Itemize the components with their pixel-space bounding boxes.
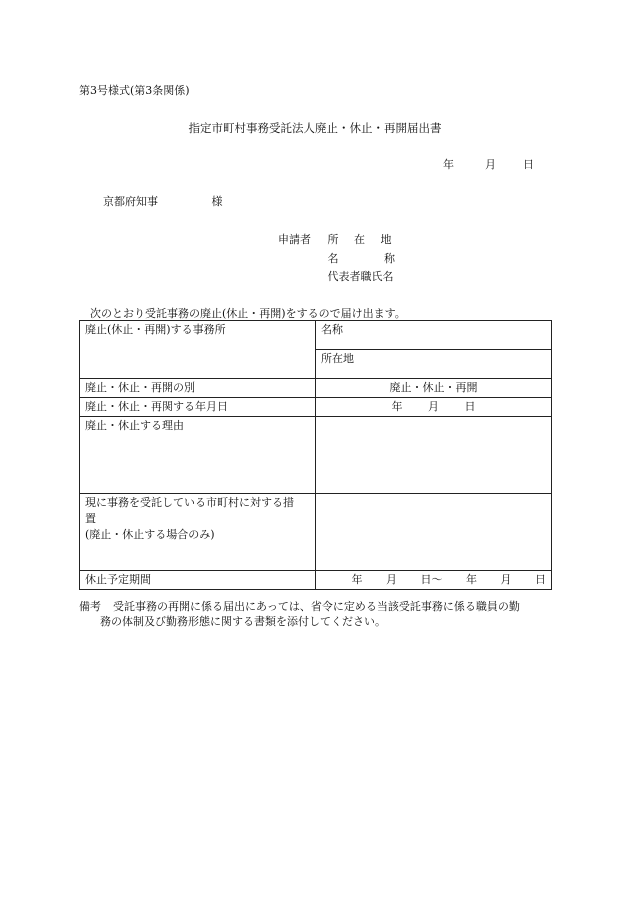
period-value-cell: 年 月 日～ 年 月 日 bbox=[316, 571, 552, 590]
applicant-rep-label: 代表者職氏名 bbox=[327, 270, 394, 283]
measures-line-2: 置 bbox=[85, 512, 96, 525]
type-value-cell: 廃止・休止・再開 bbox=[316, 379, 552, 398]
date-month-label: 月 bbox=[485, 158, 496, 171]
office-address-cell: 所在地 bbox=[316, 350, 552, 379]
reason-value-cell bbox=[316, 417, 552, 494]
table-row bbox=[80, 321, 552, 350]
date-day-label: 日 bbox=[523, 158, 534, 171]
measures-label-cell bbox=[80, 494, 316, 571]
addressee bbox=[103, 193, 223, 209]
form-number: 第3号様式(第3条関係) bbox=[79, 84, 190, 97]
table-row bbox=[80, 417, 552, 494]
table-row bbox=[80, 398, 552, 417]
submission-date bbox=[443, 156, 534, 172]
date-year-label: 年 bbox=[443, 158, 454, 171]
measures-line-1: 現に事務を受託している市町村に対する措 bbox=[85, 496, 294, 509]
table-row bbox=[80, 494, 552, 571]
type-label-cell: 廃止・休止・再開の別 bbox=[80, 379, 316, 398]
applicant-rep-row bbox=[278, 268, 394, 284]
addressee-honorific: 様 bbox=[211, 195, 223, 208]
note-label: 備考 bbox=[79, 600, 101, 613]
applicant-address-row bbox=[278, 231, 392, 247]
table-row bbox=[80, 379, 552, 398]
applicant-name-label: 名 称 bbox=[327, 252, 395, 265]
note-line-2: 務の体制及び勤務形態に関する書類を添付してください。 bbox=[100, 615, 386, 628]
applicant-label: 申請者 bbox=[278, 233, 311, 246]
document-title: 指定市町村事務受託法人廃止・休止・再開届出書 bbox=[188, 121, 442, 135]
reason-label-cell: 廃止・休止する理由 bbox=[80, 417, 316, 494]
addressee-name: 京都府知事 bbox=[103, 195, 158, 208]
applicant-name-row bbox=[278, 250, 395, 266]
date-value-cell: 年 月 日 bbox=[316, 398, 552, 417]
measures-value-cell bbox=[316, 494, 552, 571]
measures-line-3: (廃止・休止する場合のみ) bbox=[85, 528, 215, 541]
notification-table bbox=[79, 320, 552, 590]
note-line-1: 受託事務の再開に係る届出にあっては、省令に定める当該受託事務に係る職員の勤 bbox=[113, 600, 520, 613]
office-name-cell: 名称 bbox=[316, 321, 552, 350]
applicant-address-label: 所 在 地 bbox=[327, 233, 392, 246]
date-label-cell: 廃止・休止・再関する年月日 bbox=[80, 398, 316, 417]
table-row bbox=[80, 571, 552, 590]
office-label-cell: 廃止(休止・再開)する事務所 bbox=[80, 321, 316, 379]
period-label-cell: 休止予定期間 bbox=[80, 571, 316, 590]
intro-text: 次のとおり受託事務の廃止(休止・再開)をするので届け出ます。 bbox=[90, 307, 406, 320]
